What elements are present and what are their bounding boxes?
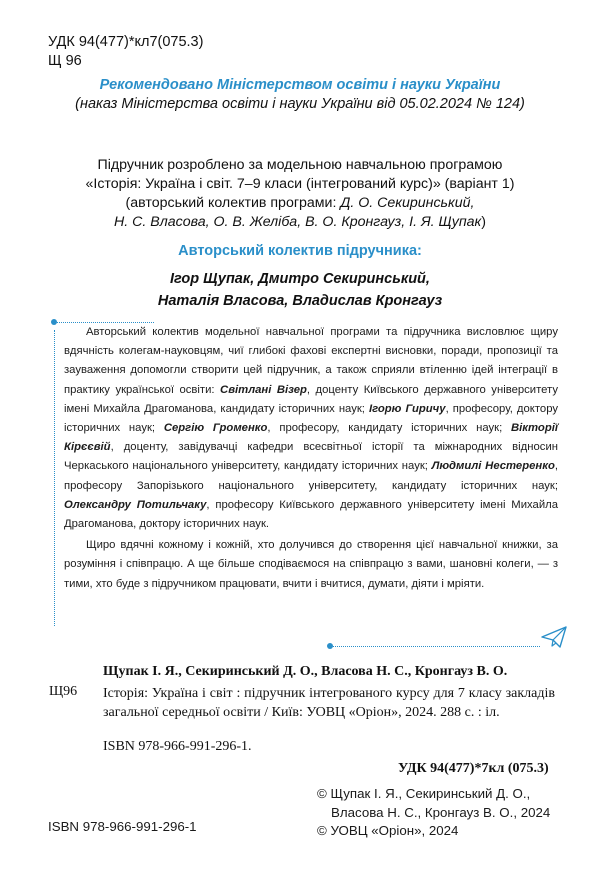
program-info (0, 156, 600, 232)
authors-heading: Авторський колектив підручника: (178, 243, 422, 259)
ack-name: Світлані Візер (220, 383, 307, 396)
ack-name: Олександру Потильчаку (64, 498, 207, 511)
ack-text: , професору, кандидату історичних наук; (267, 422, 511, 435)
bibliography-text: Історія: Україна і світ : підручник інтегрованого курсу для 7 класу закладів загальної середньої освіти / Київ: УОВЦ «Оріон», 2024. 288 с. : іл. (103, 686, 555, 720)
copyright-line-3: © УОВЦ «Оріон», 2024 (317, 823, 459, 838)
authors-line-1: Ігор Щупак, Дмитро Секиринський, (170, 271, 430, 287)
program-line-4-suffix: ) (481, 214, 486, 230)
ack-name: Людмилі Нестеренко (431, 460, 555, 473)
ack-name: Ігорю Гиричу (368, 402, 446, 415)
program-line-4-names: Н. С. Власова, О. В. Желіба, В. О. Кронгауз, І. Я. Щупак (114, 214, 482, 230)
ack-text: Авторський колектив модельної навчальної програми та підручника висловлює щиру вдячність колегам-науковцям, чиї глибокі фахові експертні висновки, поради, пропозиції та зауваження допомогли створити цей підручник, а також сприяли втіленню ідей інтеграції в практику української освіти: (64, 326, 558, 396)
bibliography-code: Щ96 (49, 684, 78, 699)
recommendation-order: (наказ Міністерства освіти і науки України від 05.02.2024 № 124) (75, 96, 525, 112)
ack-name: Сергію Громенко (163, 422, 268, 435)
program-line-3 (0, 194, 600, 213)
udk-header (48, 33, 203, 71)
frame-dot-top (51, 319, 57, 325)
program-line-4 (0, 213, 600, 232)
ack-text: , професору Запорізького національного університету, кандидату історичних наук; (64, 460, 558, 492)
ack-text: , доценту, завідувачці кафедри всесвітньої історії та міжнародних відносин Черкаського національного університету, кандидату історичних наук; (64, 441, 558, 473)
program-line-3-prefix: (авторський колектив програми: (125, 195, 341, 211)
frame-left-line (54, 330, 55, 626)
copyright-line-2: Власова Н. С., Кронгауз В. О., 2024 (331, 804, 551, 820)
program-line-2: «Історія: Україна і світ. 7–9 класи (інтегрований курс)» (варіант 1) (85, 176, 515, 192)
bibliography-authors: Щупак І. Я., Секиринський Д. О., Власова Н. С., Кронгауз В. О. (103, 664, 508, 679)
footer-isbn: ISBN 978-966-991-296-1 (48, 819, 197, 834)
acknowledgement-paragraph-2: Щиро вдячні кожному і кожній, хто долучився до створення цієї навчальної книжки, за розуміння і співпрацю. А ще більше сподіваємося на співпрацю з вами, шановні колеги, — з тими, хто буде з підручником працювати, вчити і вчитися, думати, діяти і мріяти. (64, 539, 558, 590)
acknowledgement-paragraph-1 (64, 323, 558, 534)
ack-name: Вікторії Кірєєвій (64, 422, 558, 454)
bibliography-udk: УДК 94(477)*7кл (075.3) (398, 761, 549, 776)
frame-dot-bottom (327, 643, 333, 649)
recommendation-title: Рекомендовано Міністерством освіти і науки України (99, 77, 501, 93)
bibliography-isbn: ISBN 978-966-991-296-1. (103, 739, 252, 754)
program-line-3-names: Д. О. Секиринський, (340, 195, 475, 211)
catalog-code: Щ 96 (48, 53, 82, 69)
program-line-1: Підручник розроблено за модельною навчальною програмою (97, 157, 503, 173)
ack-text: , доценту Київського державного університету імені Михайла Драгоманова, кандидату історичних наук; (64, 383, 559, 415)
copyright-line-1: © Щупак І. Я., Секиринський Д. О., (317, 786, 531, 801)
frame-bottom-line (330, 646, 540, 647)
ack-text: , професору Київського державного університету імені Михайла Драгоманова, доктору історичних наук. (64, 498, 558, 531)
authors-list (0, 268, 600, 312)
acknowledgement-block (64, 323, 558, 641)
udk-code: УДК 94(477)*кл7(075.3) (48, 34, 204, 50)
ack-text: , професору, доктору історичних наук; (64, 402, 558, 435)
authors-line-2: Наталія Власова, Владислав Кронгауз (157, 293, 443, 309)
copyright-block (317, 785, 550, 841)
